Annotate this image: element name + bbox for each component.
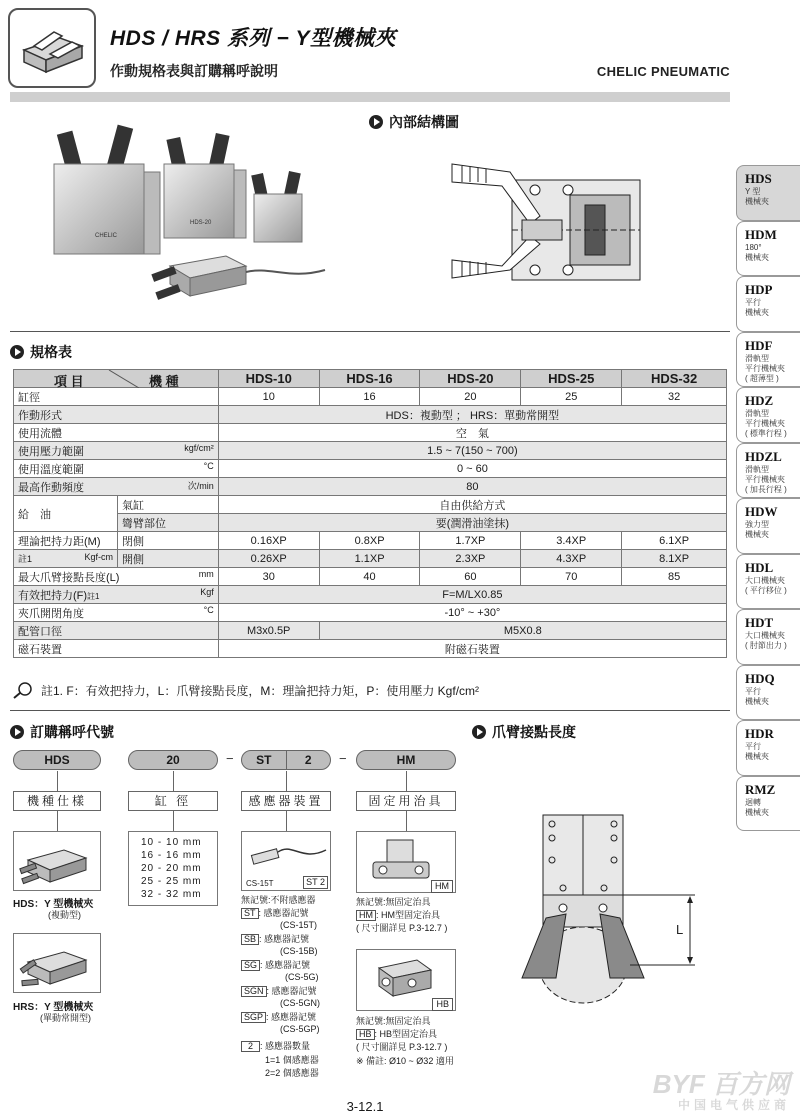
sensor-tag: SG: [241, 960, 260, 971]
header-item-model: [14, 370, 219, 388]
table-cell: 1.5 ~ 7(150 ~ 700): [218, 442, 726, 460]
sensor-option: [241, 1012, 316, 1023]
side-tab-rmz[interactable]: [736, 776, 800, 832]
fixture-code-tag: HM: [431, 880, 453, 893]
side-tab-code: HDL: [745, 559, 774, 575]
side-tab-desc: 平行機械夾: [745, 419, 785, 428]
table-cell: 3.4XP: [521, 532, 622, 550]
side-tab-code: RMZ: [745, 781, 776, 797]
row-label: [14, 604, 219, 622]
note-ref: 註1: [18, 554, 33, 564]
row-label: [14, 460, 219, 478]
row-label: 磁石裝置: [14, 640, 219, 658]
connector-line: [406, 811, 407, 831]
row-label: 作動形式: [14, 406, 219, 424]
side-tab-hdt[interactable]: [736, 609, 800, 665]
side-tab-code: HDS: [745, 171, 772, 186]
connector-line: [57, 771, 58, 791]
side-tab-desc: 大口機械夾: [745, 575, 785, 585]
category-sensor: 感應器裝置: [241, 791, 331, 811]
order-heading-text: 訂購稱呼代號: [30, 724, 114, 740]
footnote-text: 註1. F：有效把持力，L：爪臂接點長度，M：理論把持力矩，P：使用壓力 Kgf/cm²: [41, 683, 480, 698]
side-tab-desc: ( 平行移位 ): [745, 585, 787, 595]
table-cell: 32: [622, 388, 727, 406]
sensor-tag: ST: [241, 908, 259, 919]
connector-line: [173, 811, 174, 831]
table-cell: 10: [218, 388, 319, 406]
bore-option: 16 - 16 mm: [141, 850, 202, 861]
table-row: [14, 442, 727, 460]
row-unit: °C: [203, 604, 214, 615]
side-tab-code: HDM: [745, 226, 777, 242]
table-cell: M5X0.8: [319, 622, 726, 640]
row-sublabel: 彎臂部位: [117, 514, 218, 532]
model-header: HDS-10: [218, 370, 319, 388]
sensor-code-tag: ST 2: [303, 876, 328, 889]
side-tab-code: HDZ: [745, 393, 774, 408]
header-divider: [10, 92, 730, 102]
table-cell: 30: [218, 568, 319, 586]
arm-length-heading-text: 爪臂接點長度: [492, 724, 576, 740]
side-tab-desc: 平行: [745, 742, 761, 751]
table-cell: 20: [420, 388, 521, 406]
order-heading: [10, 722, 114, 742]
sensor-model-label: CS-15T: [246, 879, 274, 888]
side-tab-desc: 滑軌型: [745, 353, 769, 363]
row-label: 理論把持力距(M): [14, 532, 118, 550]
table-cell: 2.3XP: [420, 550, 521, 568]
sensor-sub: (CS-5GP): [280, 1024, 320, 1034]
header-item: 項 目: [54, 374, 84, 389]
code-dash: −: [226, 751, 234, 766]
table-cell: 1.1XP: [319, 550, 420, 568]
connector-line: [286, 811, 287, 831]
table-cell: 0.26XP: [218, 550, 319, 568]
row-label-text: 夾爪開閉角度: [18, 607, 84, 620]
sensor-text: : 感應器記號: [266, 986, 317, 996]
table-row: [14, 478, 727, 496]
code-dash: −: [339, 751, 347, 766]
row-unit: 次/min: [187, 480, 214, 491]
table-cell: 要(潤滑油塗抹): [218, 514, 726, 532]
connector-line: [406, 771, 407, 791]
side-tab-desc: 機械夾: [745, 197, 769, 206]
count-text: : 感應器數量: [260, 1041, 311, 1051]
row-label-text: 最高作動頻度: [18, 481, 84, 494]
series-icon: [8, 8, 96, 88]
side-tab-desc: ( 加長行程 ): [745, 484, 787, 494]
table-row: [14, 496, 727, 514]
sensor-image: [241, 831, 331, 891]
note-ref: 註1: [87, 591, 100, 601]
arm-length-heading: [472, 722, 576, 742]
sensor-tag: SB: [241, 934, 259, 945]
sensor-text: : 感應器記號: [260, 960, 311, 970]
side-tab-hdzl[interactable]: [736, 443, 800, 499]
connector-line: [173, 771, 174, 791]
table-cell: HDS：複動型 ； HRS：單動常開型: [218, 406, 726, 424]
page-title: HDS / HRS 系列 − Y型機械夾: [110, 27, 396, 50]
sensor-text: : 感應器記號: [258, 908, 309, 918]
side-tab-desc: 迴轉: [745, 797, 761, 807]
table-cell: 16: [319, 388, 420, 406]
bullet-icon: [369, 115, 383, 129]
table-cell: F=M/LX0.85: [218, 586, 726, 604]
fixture-none-text: 無記號:無固定治具: [356, 897, 431, 907]
bore-option: 32 - 32 mm: [141, 889, 202, 900]
photo-label-2: HDS-20: [190, 220, 212, 226]
category-model: 機種仕樣: [13, 791, 101, 811]
magnifier-icon: [13, 681, 35, 699]
table-cell: 25: [521, 388, 622, 406]
side-tab-desc: 平行: [745, 298, 761, 307]
sensor-sub: (CS-5G): [285, 972, 319, 982]
side-tab-desc: ( 標準行程 ): [745, 429, 787, 438]
table-cell: 空 氣: [218, 424, 726, 442]
sensor-count: [241, 1041, 310, 1052]
hrs-label: HRS：Y 型機械夾: [13, 1002, 94, 1013]
arm-length-label: L: [676, 922, 684, 937]
side-tab-hdz[interactable]: [736, 387, 800, 443]
row-label: [14, 478, 219, 496]
side-tab-hdm[interactable]: [736, 221, 800, 277]
connector-line: [286, 771, 287, 791]
bore-option: 25 - 25 mm: [141, 876, 202, 887]
row-label: [14, 442, 219, 460]
sensor-text: : 感應器記號: [259, 934, 310, 944]
header-model: 機 種: [149, 374, 179, 389]
row-label-text: 使用溫度範圍: [18, 463, 84, 476]
side-tab-hdp[interactable]: [736, 276, 800, 332]
code-sensor-count: 2: [304, 753, 312, 767]
model-header: HDS-20: [420, 370, 521, 388]
fixture-tag: HM: [356, 910, 376, 921]
table-row: [14, 406, 727, 424]
watermark-subtitle: 中国电气供应商: [677, 1098, 790, 1112]
side-tab-desc: ( 肘節出力 ): [745, 641, 787, 650]
row-label: [14, 586, 219, 604]
row-label: 缸徑: [14, 388, 219, 406]
table-cell: 0.16XP: [218, 532, 319, 550]
series-nav: [736, 165, 800, 831]
row-label: [14, 550, 118, 568]
side-tab-code: HDW: [745, 504, 778, 519]
table-header-row: [14, 370, 727, 388]
fixture-option: [356, 1029, 437, 1040]
fixture-code-tag: HB: [432, 998, 453, 1011]
sensor-none-text: 無記號:不附感應器: [241, 895, 316, 905]
side-tab-code: HDR: [745, 726, 774, 741]
side-tab-desc: Y 型: [745, 187, 761, 196]
table-row: [14, 586, 727, 604]
side-tab-desc: 機械夾: [745, 308, 769, 317]
table-cell: 40: [319, 568, 420, 586]
fixture-none-text: 無記號:無固定治具: [356, 1016, 431, 1026]
row-label: [14, 568, 219, 586]
side-tab-desc: 強力型: [745, 520, 769, 529]
table-row: [14, 640, 727, 658]
table-row: [14, 460, 727, 478]
sensor-sub: (CS-5GN): [280, 998, 320, 1008]
side-tab-hdl[interactable]: [736, 554, 800, 610]
section-divider: [10, 331, 730, 332]
table-cell: 70: [521, 568, 622, 586]
side-tab-desc: 機械夾: [745, 530, 769, 539]
hds-gripper-image: [13, 831, 101, 891]
row-label-text: 使用壓力範圍: [18, 445, 84, 458]
table-cell: 附磁石裝置: [218, 640, 726, 658]
sensor-text: : 感應器記號: [266, 1012, 317, 1022]
product-photo: [40, 120, 330, 320]
table-cell: -10° ~ +30°: [218, 604, 726, 622]
side-tab-desc: 大口機械夾: [745, 631, 785, 640]
side-tab-code: HDT: [745, 615, 774, 630]
table-cell: 4.3XP: [521, 550, 622, 568]
bullet-icon: [10, 345, 24, 359]
side-tab-code: HDZL: [745, 448, 782, 464]
table-row: [14, 532, 727, 550]
watermark-logo: BYF 百方网: [652, 1069, 790, 1099]
table-cell: 8.1XP: [622, 550, 727, 568]
fixture-ref: ( 尺寸圖詳見 P.3-12.7 ): [356, 923, 448, 933]
hm-fixture-image: [356, 831, 456, 893]
side-tab-hdq[interactable]: [736, 665, 800, 721]
row-unit: °C: [203, 460, 214, 471]
side-tab-desc: 滑軌型: [745, 464, 769, 474]
model-header: HDS-25: [521, 370, 622, 388]
spec-table: [13, 369, 727, 658]
model-header: HDS-16: [319, 370, 420, 388]
table-cell: 60: [420, 568, 521, 586]
row-sublabel: 開側: [117, 550, 218, 568]
side-tab-hdr[interactable]: [736, 720, 800, 776]
fixture-text: : HB型固定治具: [374, 1029, 438, 1039]
connector-line: [57, 811, 58, 831]
table-row: [14, 424, 727, 442]
count-option: 1=1 個感應器: [265, 1055, 319, 1065]
side-tab-hds[interactable]: [736, 165, 800, 221]
table-row: [14, 622, 727, 640]
side-tab-desc: 平行: [745, 686, 761, 696]
side-tab-desc: 180°: [745, 242, 762, 252]
fixture-text: : HM型固定治具: [376, 910, 440, 920]
row-label: 配管口徑: [14, 622, 219, 640]
row-unit: Kgf-cm: [84, 552, 113, 562]
fixture-ref: ( 尺寸圖詳見 P.3-12.7 ): [356, 1042, 448, 1052]
bore-option: 10 - 10 mm: [141, 837, 202, 848]
table-row: [14, 514, 727, 532]
code-sensor: [241, 750, 331, 770]
hds-label: HDS：Y 型機械夾: [13, 899, 94, 910]
brand-name: CHELIC PNEUMATIC: [596, 64, 730, 79]
table-cell: 自由供給方式: [218, 496, 726, 514]
side-tab-desc: 滑軌型: [745, 409, 769, 418]
row-unit: mm: [198, 568, 214, 579]
table-cell: 0 ~ 60: [218, 460, 726, 478]
model-header: HDS-32: [622, 370, 727, 388]
fixture-note: ※ 備註: Ø10 ~ Ø32 適用: [356, 1056, 454, 1066]
page-number: 3-12.1: [346, 1099, 384, 1114]
side-tab-code: HDP: [745, 282, 773, 297]
table-cell: 0.8XP: [319, 532, 420, 550]
code-model: HDS: [13, 750, 101, 770]
table-row: [14, 568, 727, 586]
code-bore: 20: [128, 750, 218, 770]
code-sensor-type: ST: [242, 751, 287, 769]
code-fixture: HM: [356, 750, 456, 770]
row-unit: kgf/cm²: [184, 442, 214, 453]
spec-footnote: [13, 681, 479, 699]
fixture-option: [356, 910, 440, 921]
spec-heading-text: 規格表: [30, 344, 72, 360]
side-tab-desc: 平行機械夾: [745, 474, 785, 484]
hb-fixture-image: [356, 949, 456, 1011]
row-label: 給 油: [14, 496, 118, 532]
hrs-sublabel: (單動常開型): [40, 1013, 91, 1023]
photo-label-1: CHELIC: [95, 233, 118, 239]
category-fixture: 固定用治具: [356, 791, 456, 811]
row-sublabel: 閉側: [117, 532, 218, 550]
sensor-option: [241, 934, 309, 945]
side-tab-desc: 機械夾: [745, 252, 769, 262]
sensor-sub: (CS-15T): [280, 920, 318, 930]
sensor-option: [241, 908, 309, 919]
table-cell: 85: [622, 568, 727, 586]
table-cell: 6.1XP: [622, 532, 727, 550]
table-cell: 80: [218, 478, 726, 496]
hrs-gripper-image: [13, 933, 101, 993]
sensor-option: [241, 986, 317, 997]
bore-list: [128, 831, 218, 906]
side-tab-code: HDQ: [745, 670, 775, 686]
side-tab-hdw[interactable]: [736, 498, 800, 554]
side-tab-hdf[interactable]: [736, 332, 800, 388]
page-subtitle: 作動規格表與訂購稱呼說明: [110, 63, 278, 79]
side-tab-desc: 機械夾: [745, 807, 769, 817]
side-tab-desc: 平行機械夾: [745, 363, 785, 373]
bore-option: 20 - 20 mm: [141, 863, 202, 874]
side-tab-desc: 機械夾: [745, 752, 769, 761]
table-cell: 1.7XP: [420, 532, 521, 550]
category-bore: 缸 徑: [128, 791, 218, 811]
row-label: 使用流體: [14, 424, 219, 442]
bullet-icon: [472, 725, 486, 739]
structure-heading: [369, 112, 459, 132]
bullet-icon: [10, 725, 24, 739]
structure-heading-text: 內部結構圖: [389, 114, 459, 130]
internal-structure-drawing: [450, 150, 650, 305]
count-tag: 2: [241, 1041, 260, 1052]
fixture-tag: HB: [356, 1029, 375, 1040]
table-row: [14, 604, 727, 622]
table-row: [14, 388, 727, 406]
hds-sublabel: (複動型): [48, 910, 81, 920]
side-tab-code: HDF: [745, 337, 773, 353]
sensor-tag: SGN: [241, 986, 267, 997]
side-tab-desc: ( 超薄型 ): [745, 373, 779, 383]
arm-length-diagram: [510, 810, 725, 1020]
spec-heading: [10, 342, 72, 362]
row-sublabel: 氣缸: [117, 496, 218, 514]
row-label-text: 有效把持力(F): [18, 589, 88, 602]
row-unit: Kgf: [200, 586, 214, 597]
row-label-text: 最大爪臂接點長度(L): [18, 571, 120, 584]
sensor-tag: SGP: [241, 1012, 266, 1023]
table-cell: M3x0.5P: [218, 622, 319, 640]
side-tab-desc: 機械夾: [745, 696, 769, 706]
sensor-option: [241, 960, 310, 971]
sensor-sub: (CS-15B): [280, 946, 318, 956]
section-divider: [10, 710, 730, 711]
table-row: [14, 550, 727, 568]
count-option: 2=2 個感應器: [265, 1068, 319, 1078]
